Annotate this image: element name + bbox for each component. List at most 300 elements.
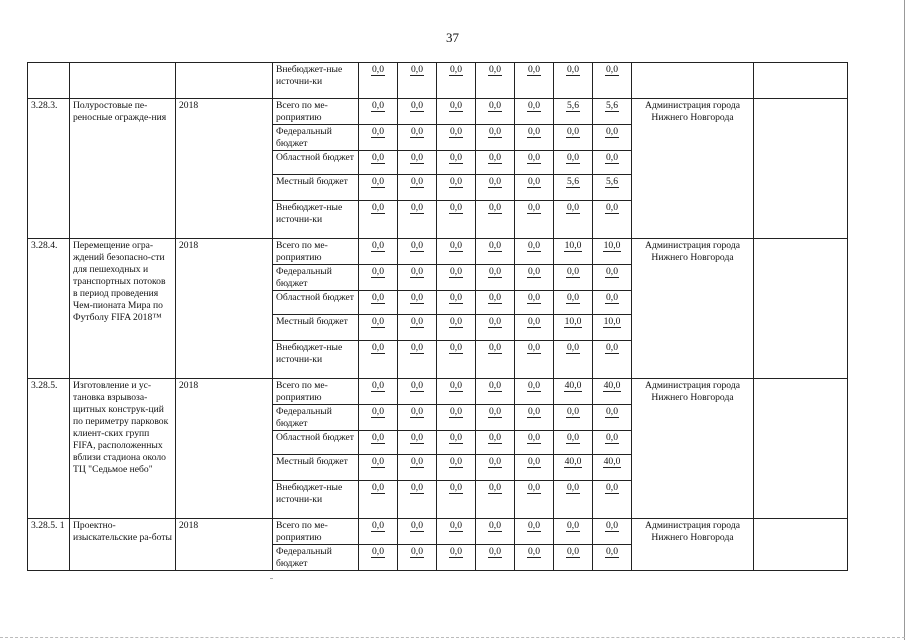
value-cell [476,545,515,571]
value-cell [437,455,476,481]
year-cell: 2018 [176,519,273,571]
value-text: 0,0 [489,456,501,467]
value-text: 0,0 [450,456,462,467]
value-text: 0,0 [411,240,423,251]
value-cell [359,201,398,239]
value-text: 0,0 [411,64,423,75]
value-cell [554,431,593,455]
value-cell [593,519,632,545]
value-cell [593,379,632,405]
value-text: 0,0 [372,64,384,75]
value-cell [476,125,515,151]
value-text: 0,0 [450,64,462,75]
value-text: 0,0 [489,316,501,327]
value-text: 0,0 [528,100,540,111]
value-text: 0,0 [606,202,618,213]
value-cell [515,405,554,431]
value-cell [515,63,554,99]
value-text: 0,0 [489,266,501,277]
value-text: 0,0 [528,126,540,137]
value-cell [593,125,632,151]
value-text: 0,0 [372,292,384,303]
value-text: 0,0 [606,152,618,163]
value-cell [359,379,398,405]
value-text: 0,0 [489,406,501,417]
value-text: 5,6 [606,100,618,111]
year-cell: 2018 [176,239,273,379]
value-cell [476,481,515,519]
value-cell [476,175,515,201]
funding-source-cell: Областной бюджет [273,151,359,175]
value-text: 0,0 [567,152,579,163]
value-text: 0,0 [450,380,462,391]
year-cell: 2018 [176,99,273,239]
empty-cell [754,99,848,239]
value-text: 0,0 [489,152,501,163]
value-text: 0,0 [450,406,462,417]
value-cell [437,405,476,431]
value-text: 0,0 [606,546,618,557]
scan-speck [270,578,273,579]
value-text: 40,0 [603,456,621,467]
value-text: 0,0 [411,546,423,557]
value-text: 0,0 [528,482,540,493]
value-text: 0,0 [489,342,501,353]
value-text: 0,0 [372,266,384,277]
value-text: 0,0 [567,406,579,417]
value-text: 0,0 [489,380,501,391]
funding-source-cell: Федеральный бюджет [273,545,359,571]
funding-source-cell: Федеральный бюджет [273,405,359,431]
item-number-cell: 3.28.5. [28,379,70,519]
value-cell [476,63,515,99]
responsible-cell: Администрация города Нижнего Новгорода [632,239,754,379]
value-text: 10,0 [564,316,582,327]
funding-source-cell: Федеральный бюджет [273,125,359,151]
value-text: 0,0 [489,64,501,75]
value-cell [359,175,398,201]
value-text: 0,0 [372,546,384,557]
value-text: 0,0 [450,152,462,163]
value-text: 0,0 [606,64,618,75]
value-cell [359,291,398,315]
value-cell [554,315,593,341]
value-cell [359,239,398,265]
item-name-cell: Изготовление и ус-тановка взрывоза-щитных конструк-ций по периметру парковок клиент-ских групп FIFA, расположенных вблизи стадиона около ТЦ "Седьмое небо" [70,379,176,519]
value-cell [437,481,476,519]
value-text: 0,0 [606,432,618,443]
value-cell [359,519,398,545]
responsible-cell: Администрация города Нижнего Новгорода [632,99,754,239]
value-cell [593,175,632,201]
value-cell [359,125,398,151]
value-cell [515,201,554,239]
value-cell [593,291,632,315]
funding-source-cell: Местный бюджет [273,175,359,201]
value-text: 0,0 [411,202,423,213]
value-cell [515,175,554,201]
funding-source-cell: Федеральный бюджет [273,265,359,291]
value-cell [593,545,632,571]
value-text: 0,0 [372,316,384,327]
value-cell [398,379,437,405]
value-text: 0,0 [606,520,618,531]
value-text: 0,0 [489,482,501,493]
value-text: 5,6 [567,100,579,111]
value-cell [554,63,593,99]
value-cell [515,431,554,455]
funding-source-cell: Внебюджет-ные источни-ки [273,201,359,239]
value-cell [554,379,593,405]
value-cell [359,265,398,291]
funding-source-cell: Всего по ме-роприятию [273,379,359,405]
value-cell [359,545,398,571]
value-cell [398,239,437,265]
item-name-cell: Полуростовые пе-реносные огражде-ния [70,99,176,239]
value-text: 0,0 [372,342,384,353]
item-name-cell: Проектно-изыскательские ра-боты [70,519,176,571]
value-text: 40,0 [564,456,582,467]
value-text: 0,0 [567,126,579,137]
value-text: 10,0 [564,240,582,251]
value-cell [437,125,476,151]
value-cell [476,341,515,379]
funding-source-cell: Всего по ме-роприятию [273,239,359,265]
table-row [28,239,848,265]
value-text: 0,0 [489,520,501,531]
year-cell [176,63,273,99]
value-text: 0,0 [528,546,540,557]
value-cell [398,265,437,291]
value-cell [554,291,593,315]
value-cell [437,315,476,341]
value-cell [437,201,476,239]
item-number-cell: 3.28.3. [28,99,70,239]
value-text: 0,0 [489,202,501,213]
value-text: 0,0 [372,456,384,467]
value-text: 0,0 [489,240,501,251]
value-text: 0,0 [411,342,423,353]
value-cell [437,99,476,125]
value-text: 0,0 [411,432,423,443]
responsible-cell: Администрация города Нижнего Новгорода [632,519,754,571]
responsible-cell: Администрация города Нижнего Новгорода [632,379,754,519]
value-cell [476,265,515,291]
value-text: 0,0 [450,266,462,277]
value-text: 0,0 [450,520,462,531]
value-cell [437,63,476,99]
value-text: 0,0 [528,266,540,277]
value-cell [476,201,515,239]
value-cell [398,151,437,175]
value-text: 0,0 [528,152,540,163]
value-text: 0,0 [411,456,423,467]
value-text: 0,0 [489,100,501,111]
value-cell [515,239,554,265]
funding-source-cell: Местный бюджет [273,455,359,481]
value-text: 0,0 [528,456,540,467]
value-text: 0,0 [567,342,579,353]
value-cell [515,99,554,125]
item-number-cell: 3.28.5. 1 [28,519,70,571]
value-cell [515,519,554,545]
value-text: 40,0 [564,380,582,391]
value-cell [593,63,632,99]
value-text: 0,0 [450,292,462,303]
value-text: 0,0 [372,202,384,213]
value-text: 0,0 [372,100,384,111]
value-text: 0,0 [567,266,579,277]
value-text: 0,0 [567,546,579,557]
funding-source-cell: Внебюджет-ные источни-ки [273,63,359,99]
value-text: 0,0 [567,520,579,531]
value-cell [398,175,437,201]
value-cell [554,481,593,519]
value-text: 0,0 [450,316,462,327]
value-cell [593,151,632,175]
value-text: 0,0 [450,202,462,213]
value-cell [593,201,632,239]
value-cell [437,291,476,315]
funding-source-cell: Внебюджет-ные источни-ки [273,341,359,379]
value-cell [476,519,515,545]
item-number-cell [28,63,70,99]
value-cell [437,545,476,571]
value-cell [476,455,515,481]
scan-bottom-edge [0,637,905,638]
value-text: 0,0 [411,406,423,417]
value-cell [554,519,593,545]
value-cell [476,99,515,125]
value-text: 0,0 [372,176,384,187]
value-cell [476,239,515,265]
value-cell [554,455,593,481]
value-cell [593,265,632,291]
value-text: 0,0 [450,100,462,111]
value-cell [398,405,437,431]
value-text: 0,0 [567,64,579,75]
value-text: 0,0 [372,380,384,391]
value-cell [437,431,476,455]
value-cell [359,99,398,125]
empty-cell [754,519,848,571]
value-text: 40,0 [603,380,621,391]
value-text: 0,0 [372,126,384,137]
value-cell [554,239,593,265]
budget-table [27,62,848,571]
value-text: 0,0 [489,432,501,443]
value-cell [476,315,515,341]
value-cell [515,481,554,519]
value-cell [398,431,437,455]
value-cell [437,175,476,201]
value-cell [593,341,632,379]
value-cell [476,151,515,175]
value-text: 10,0 [603,240,621,251]
value-text: 0,0 [528,292,540,303]
value-cell [398,481,437,519]
value-cell [359,63,398,99]
value-text: 0,0 [372,240,384,251]
value-cell [515,125,554,151]
value-text: 0,0 [411,176,423,187]
value-text: 0,0 [372,406,384,417]
value-text: 0,0 [411,152,423,163]
value-cell [398,455,437,481]
value-text: 0,0 [567,432,579,443]
value-text: 0,0 [528,176,540,187]
value-cell [398,341,437,379]
funding-source-cell: Внебюджет-ные источни-ки [273,481,359,519]
value-cell [515,315,554,341]
value-cell [359,481,398,519]
value-text: 0,0 [411,100,423,111]
responsible-cell [632,63,754,99]
table-row [28,379,848,405]
year-cell: 2018 [176,379,273,519]
value-text: 0,0 [489,126,501,137]
value-cell [359,341,398,379]
value-text: 0,0 [450,342,462,353]
funding-source-cell: Областной бюджет [273,431,359,455]
value-text: 0,0 [411,266,423,277]
value-cell [554,405,593,431]
page-number: 37 [446,30,459,45]
value-cell [554,201,593,239]
value-cell [476,379,515,405]
value-cell [476,405,515,431]
value-cell [359,405,398,431]
value-text: 0,0 [372,520,384,531]
value-text: 0,0 [411,316,423,327]
value-cell [437,151,476,175]
value-text: 5,6 [606,176,618,187]
value-cell [359,455,398,481]
value-cell [515,151,554,175]
value-text: 0,0 [567,202,579,213]
value-text: 0,0 [411,292,423,303]
value-text: 0,0 [450,176,462,187]
empty-cell [754,379,848,519]
value-cell [398,519,437,545]
value-cell [515,545,554,571]
value-text: 0,0 [528,202,540,213]
value-cell [515,379,554,405]
value-cell [359,431,398,455]
value-cell [515,265,554,291]
value-cell [593,431,632,455]
value-text: 0,0 [450,240,462,251]
value-text: 0,0 [450,126,462,137]
value-cell [515,455,554,481]
value-text: 0,0 [411,126,423,137]
value-cell [593,455,632,481]
value-cell [593,315,632,341]
value-cell [437,519,476,545]
value-cell [437,265,476,291]
value-cell [554,341,593,379]
value-text: 0,0 [411,482,423,493]
table-row [28,519,848,545]
value-text: 0,0 [372,482,384,493]
value-text: 0,0 [372,152,384,163]
value-text: 0,0 [606,126,618,137]
value-text: 0,0 [606,342,618,353]
value-cell [476,431,515,455]
value-text: 0,0 [372,432,384,443]
value-cell [593,481,632,519]
value-text: 0,0 [528,342,540,353]
value-cell [398,63,437,99]
value-text: 0,0 [567,292,579,303]
value-text: 5,6 [567,176,579,187]
value-text: 0,0 [606,406,618,417]
value-text: 0,0 [528,64,540,75]
value-text: 0,0 [567,482,579,493]
value-text: 0,0 [489,292,501,303]
value-text: 0,0 [528,380,540,391]
value-text: 0,0 [528,316,540,327]
value-cell [437,341,476,379]
value-cell [437,379,476,405]
value-text: 0,0 [411,380,423,391]
value-cell [359,315,398,341]
table-row [28,63,848,99]
value-cell [593,239,632,265]
value-text: 0,0 [450,546,462,557]
funding-source-cell: Всего по ме-роприятию [273,99,359,125]
value-cell [554,175,593,201]
value-cell [554,265,593,291]
funding-source-cell: Областной бюджет [273,291,359,315]
value-text: 0,0 [606,266,618,277]
value-text: 0,0 [411,520,423,531]
value-text: 0,0 [489,546,501,557]
value-cell [398,545,437,571]
value-cell [437,239,476,265]
item-name-cell: Перемещение огра-ждений безопасно-сти для пешеходных и транспортных потоков в период проведения Чем-пионата Мира по Футболу FIFA 2018™ [70,239,176,379]
value-cell [515,291,554,315]
value-cell [398,315,437,341]
value-cell [398,201,437,239]
value-cell [398,125,437,151]
value-text: 0,0 [528,520,540,531]
empty-cell [754,63,848,99]
value-cell [593,99,632,125]
value-cell [515,341,554,379]
value-text: 10,0 [603,316,621,327]
value-text: 0,0 [528,432,540,443]
value-cell [359,151,398,175]
value-text: 0,0 [528,406,540,417]
value-cell [554,125,593,151]
value-text: 0,0 [606,482,618,493]
value-text: 0,0 [528,240,540,251]
funding-source-cell: Местный бюджет [273,315,359,341]
value-cell [554,99,593,125]
value-cell [554,545,593,571]
value-cell [476,291,515,315]
value-cell [593,405,632,431]
value-text: 0,0 [450,432,462,443]
value-text: 0,0 [489,176,501,187]
empty-cell [754,239,848,379]
funding-source-cell: Всего по ме-роприятию [273,519,359,545]
value-cell [398,99,437,125]
item-number-cell: 3.28.4. [28,239,70,379]
value-cell [554,151,593,175]
item-name-cell [70,63,176,99]
